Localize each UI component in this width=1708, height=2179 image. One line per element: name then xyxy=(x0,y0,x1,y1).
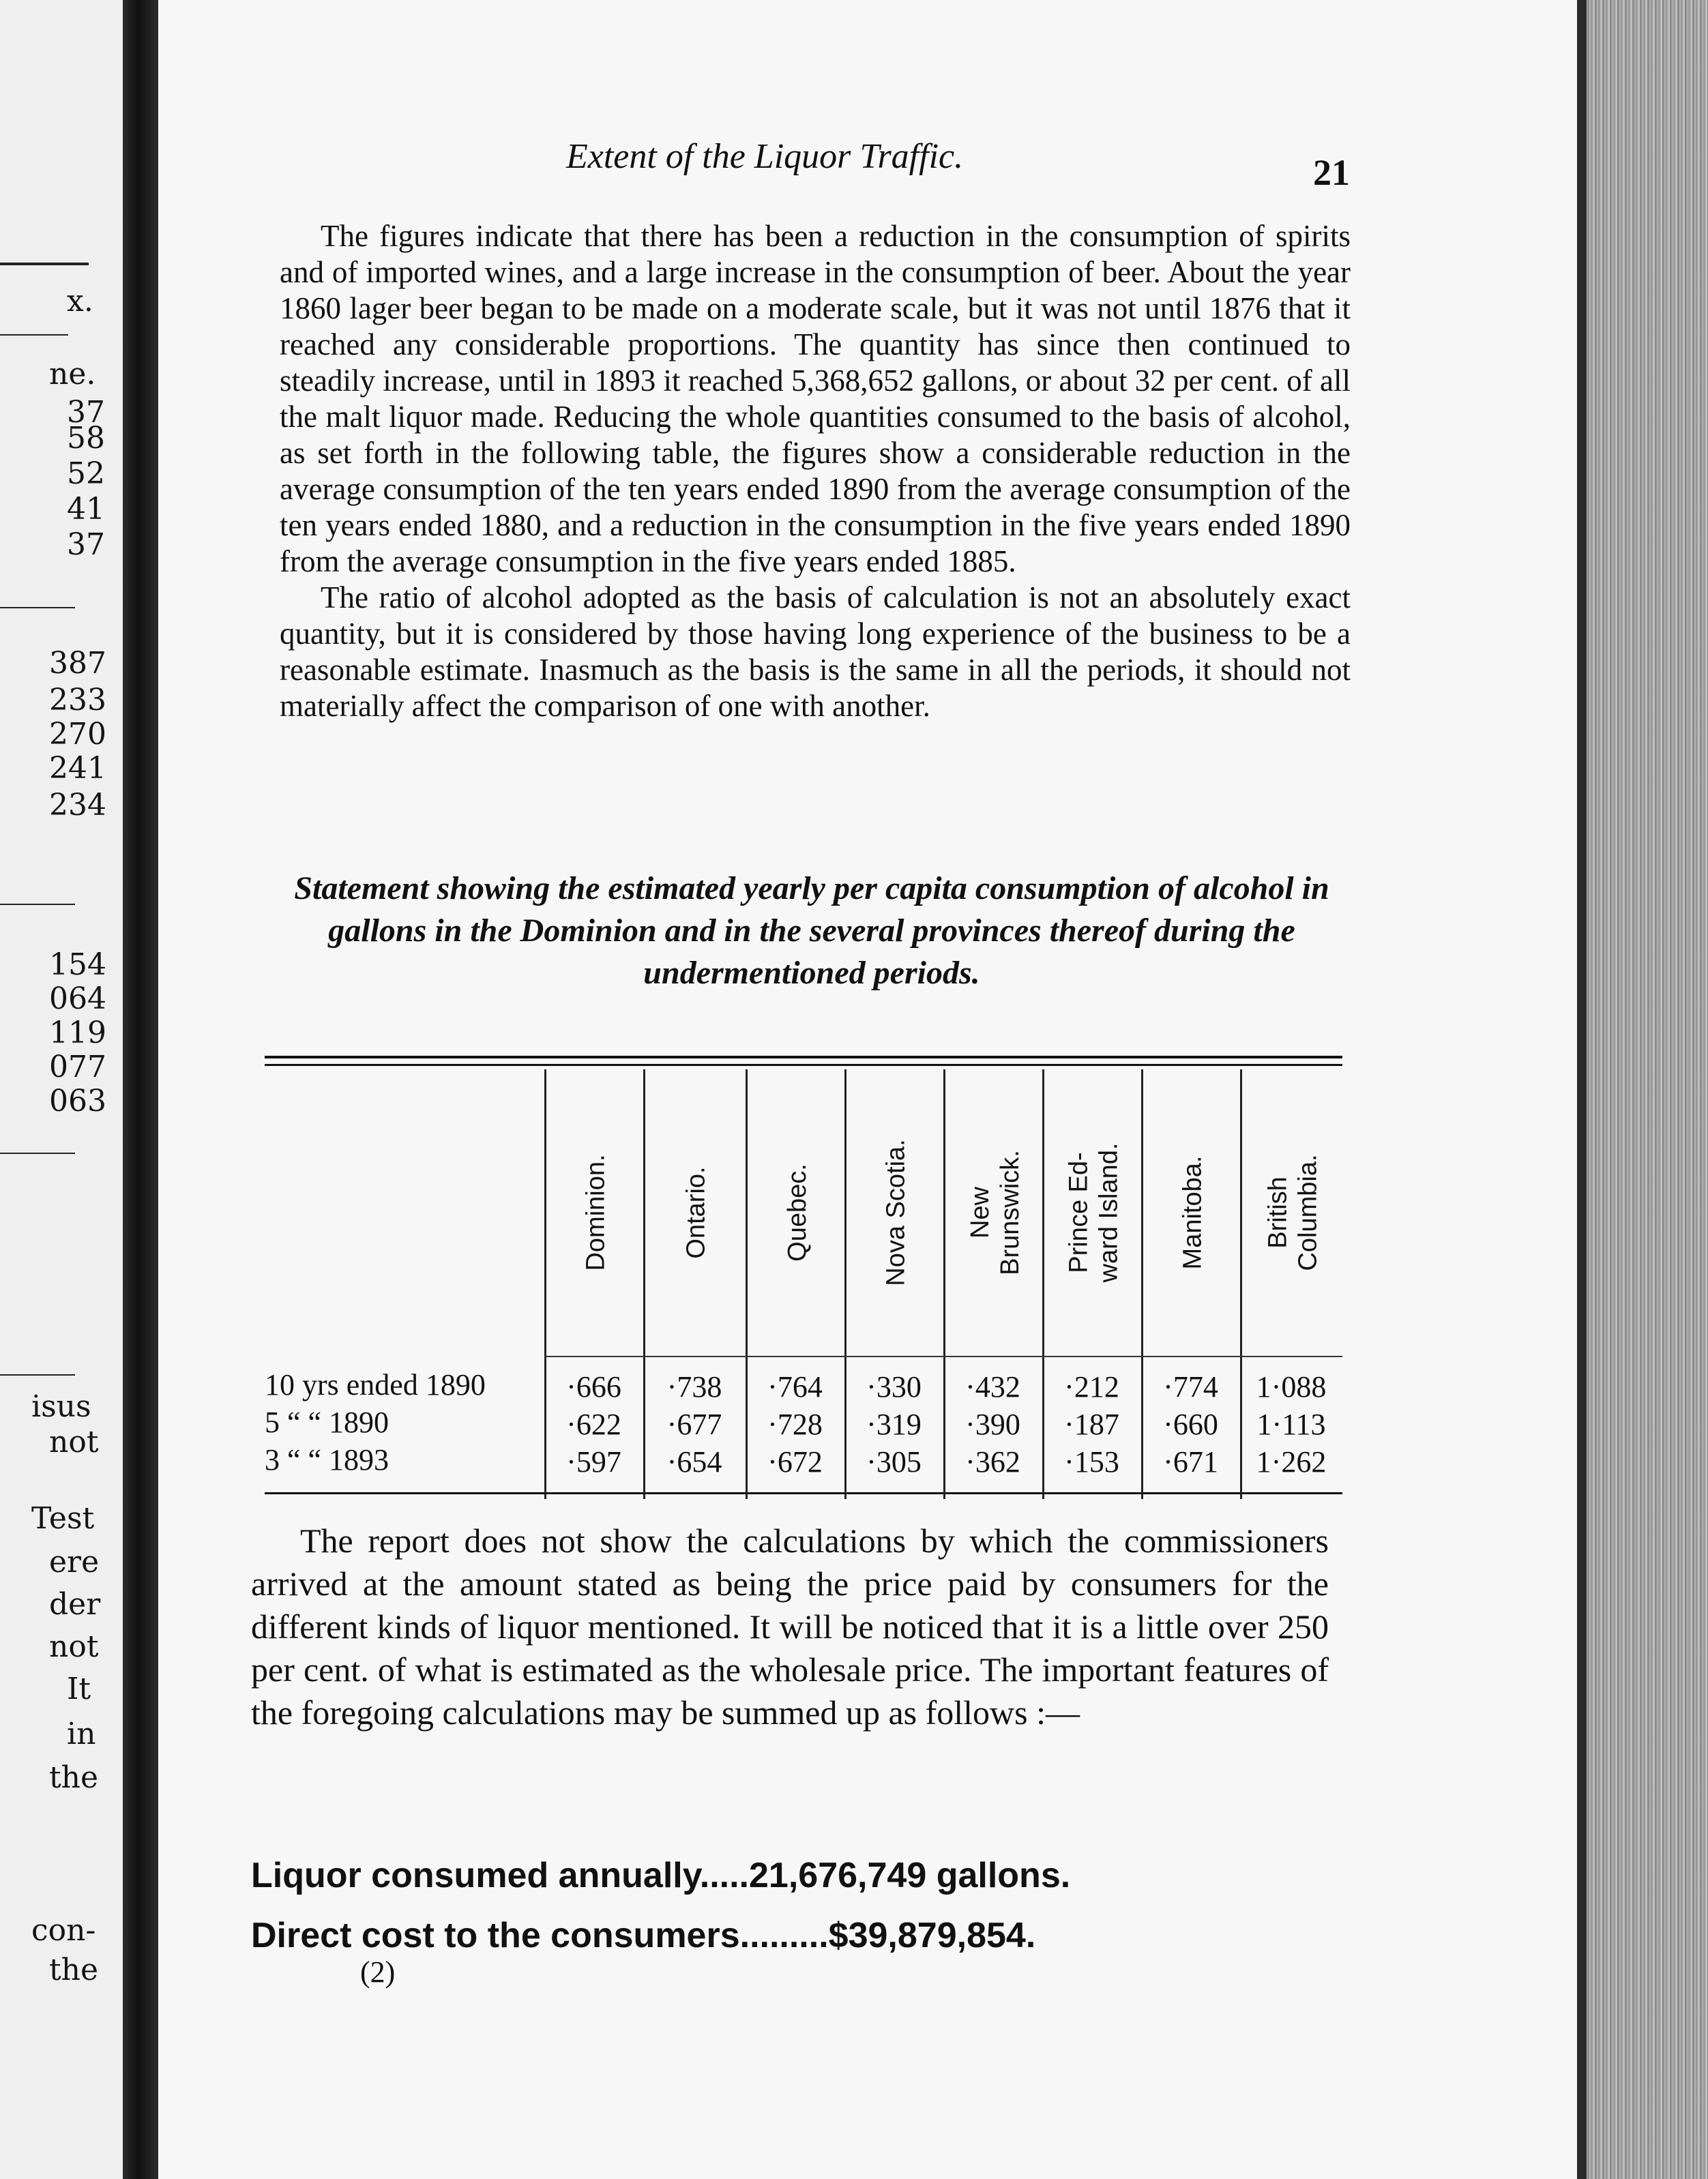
table-cell: ·728 xyxy=(767,1408,823,1441)
table-cell: ·672 xyxy=(767,1445,823,1479)
table-cell: ·187 xyxy=(1064,1408,1119,1441)
facing-page-text: 063 xyxy=(49,1084,106,1118)
row-label: 5 “ “ 1890 xyxy=(265,1406,389,1439)
table-cell: ·390 xyxy=(965,1408,1020,1441)
table-cell: ·330 xyxy=(866,1370,922,1404)
facing-page-text: Test xyxy=(31,1501,95,1536)
column-header-line: Brunswick. xyxy=(995,1150,1025,1275)
table-cell: ·305 xyxy=(866,1445,922,1479)
table-cell: ·671 xyxy=(1163,1445,1218,1479)
row-labels xyxy=(265,1366,538,1479)
facing-page-text: 233 xyxy=(49,683,106,717)
table-cell: ·677 xyxy=(666,1408,722,1441)
paragraph: The ratio of alcohol adopted as the basis of calculation is not an absolutely exact quantity, but it is considered by those having long experience of the business to be a reasonable estimate. Inasmuch as the basis is the same in all the periods, it should not materially affect the comparison of one with another. xyxy=(280,580,1351,723)
table-title: Statement showing the estimated yearly per capita consumption of alcohol in gallons in the Dominion and in the several provinces thereof during the undermentioned periods. xyxy=(294,870,1329,991)
closing-text xyxy=(251,1520,1329,1734)
paragraph: The report does not show the calculations by which the commissioners arrived at the amount stated as being the price paid by consumers for the different kinds of liquor mentioned. It will be noticed that it is a little over 250 per cent. of what is estimated as the wholesale price. The important features of the foregoing calculations may be summed up as follows :— xyxy=(251,1522,1329,1732)
column-header xyxy=(746,1069,846,1356)
column-header-label xyxy=(881,1139,911,1286)
column-header-label xyxy=(1178,1156,1208,1270)
table-top-rule xyxy=(265,1064,1342,1066)
column-header xyxy=(943,1069,1044,1356)
divider xyxy=(0,1374,75,1376)
table-cell: ·774 xyxy=(1163,1370,1218,1404)
column-header xyxy=(844,1069,945,1356)
table-cell: ·212 xyxy=(1064,1370,1119,1404)
header-rule xyxy=(544,1356,1342,1357)
facing-page-text: not xyxy=(49,1425,99,1459)
facing-page-text: in xyxy=(67,1717,96,1751)
column-header-line: Manitoba. xyxy=(1178,1155,1207,1270)
column-header-line: British xyxy=(1264,1176,1293,1249)
facing-page-text: 37 xyxy=(67,395,105,430)
table-cell: ·738 xyxy=(666,1370,722,1404)
column-header-line: Nova Scotia. xyxy=(881,1139,911,1286)
body-text xyxy=(280,218,1351,724)
facing-page-text: 119 xyxy=(49,1016,106,1050)
facing-page-text: 387 xyxy=(49,646,106,681)
facing-page-text: 270 xyxy=(49,717,106,752)
table-cell: ·597 xyxy=(566,1445,621,1479)
facing-page-text: not xyxy=(49,1629,99,1664)
column-header xyxy=(643,1069,748,1356)
column-header-line: Ontario. xyxy=(681,1166,711,1259)
divider xyxy=(0,904,75,905)
facing-page-text: 064 xyxy=(49,981,106,1016)
column-header-line: ward Island. xyxy=(1094,1142,1123,1283)
column-header-line: Columbia. xyxy=(1294,1154,1323,1271)
paragraph: The figures indicate that there has been a reduction in the consumption of spirits and of imported wines, and a large increase in the consumption of beer. About the year 1860 lager beer began to be made on a moderate scale, but it was not until 1876 that it reached any considerable proportions. The quantity has since then continued to steadily increase, until in 1893 it reached 5,368,652 gallons, or about 32 per cent. of all the malt liquor made. Reducing the whole quantities consumed to the basis of alcohol, as set forth in the following table, the figures show a considerable reduction in the average consumption of the ten years ended 1890 from the average consumption of the ten years ended 1880, and a reduction in the consumption in the five years ended 1890 from the average consumption in the five years ended 1885. xyxy=(280,219,1351,578)
column-header xyxy=(1042,1069,1143,1356)
page-edges xyxy=(1577,0,1708,2179)
summary-direct-cost: Direct cost to the consumers.........$39,879,854. xyxy=(251,1916,1036,1955)
consumption-table xyxy=(265,1056,1342,1499)
column-header-label xyxy=(965,1150,1025,1275)
signature-mark: (2) xyxy=(360,1955,396,1989)
facing-page-text: 58 xyxy=(67,421,105,456)
facing-page-text: the xyxy=(49,1953,99,1987)
divider xyxy=(0,334,68,336)
facing-page-text: x. xyxy=(67,284,93,318)
facing-page-text: ne. xyxy=(49,357,96,391)
column-header-line: Prince Ed- xyxy=(1064,1152,1093,1273)
running-head: Extent of the Liquor Traffic. xyxy=(566,137,964,176)
column-header-line: Quebec. xyxy=(782,1163,812,1262)
table-cell: ·764 xyxy=(767,1370,823,1404)
facing-page-text: the xyxy=(49,1760,99,1795)
facing-page-text: 37 xyxy=(67,527,105,562)
book-gutter xyxy=(123,0,158,2179)
facing-page-text: isus xyxy=(31,1389,91,1424)
facing-page-text: ere xyxy=(49,1545,100,1580)
table-cell: 1·088 xyxy=(1256,1370,1327,1404)
divider xyxy=(0,1153,75,1154)
summary-liquor-consumed: Liquor consumed annually.....21,676,749 gallons. xyxy=(251,1856,1071,1895)
table-cell: 1·113 xyxy=(1256,1408,1326,1441)
divider xyxy=(0,263,89,265)
table-cell: ·319 xyxy=(866,1408,922,1441)
facing-page-text: der xyxy=(49,1587,101,1622)
facing-page-text: It xyxy=(67,1672,91,1706)
table-cell: 1·262 xyxy=(1256,1445,1327,1479)
column-header xyxy=(1141,1069,1242,1356)
column-header-label xyxy=(681,1166,711,1258)
column-header-line: Dominion. xyxy=(581,1154,610,1271)
table-cell: ·362 xyxy=(965,1445,1020,1479)
column-header-line: New xyxy=(965,1186,995,1239)
column-header-label xyxy=(1064,1143,1124,1283)
table-cell: ·654 xyxy=(666,1445,722,1479)
row-label: 10 yrs ended 1890 xyxy=(265,1368,486,1402)
facing-page-text: con- xyxy=(31,1913,96,1948)
facing-page-text: 234 xyxy=(49,788,106,822)
divider xyxy=(0,607,75,608)
facing-page-fragment xyxy=(0,0,123,2179)
column-header xyxy=(544,1069,645,1356)
facing-page-text: 077 xyxy=(49,1050,106,1084)
page-number: 21 xyxy=(1313,152,1350,193)
table-cell: ·432 xyxy=(965,1370,1020,1404)
facing-page-text: 241 xyxy=(49,751,106,786)
table-cell: ·153 xyxy=(1064,1445,1119,1479)
column-header-label xyxy=(1263,1154,1323,1271)
table-cell: ·666 xyxy=(566,1370,621,1404)
column-header xyxy=(1240,1069,1344,1356)
facing-page-text: 154 xyxy=(49,947,106,982)
table-cell: ·660 xyxy=(1163,1408,1218,1441)
facing-page-text: 41 xyxy=(67,492,105,527)
facing-page-text: 52 xyxy=(67,456,105,491)
column-header-label xyxy=(782,1163,812,1262)
column-header-label xyxy=(581,1154,611,1271)
row-label: 3 “ “ 1893 xyxy=(265,1443,389,1477)
table-top-rule xyxy=(265,1056,1342,1058)
table-cell: ·622 xyxy=(566,1408,621,1441)
